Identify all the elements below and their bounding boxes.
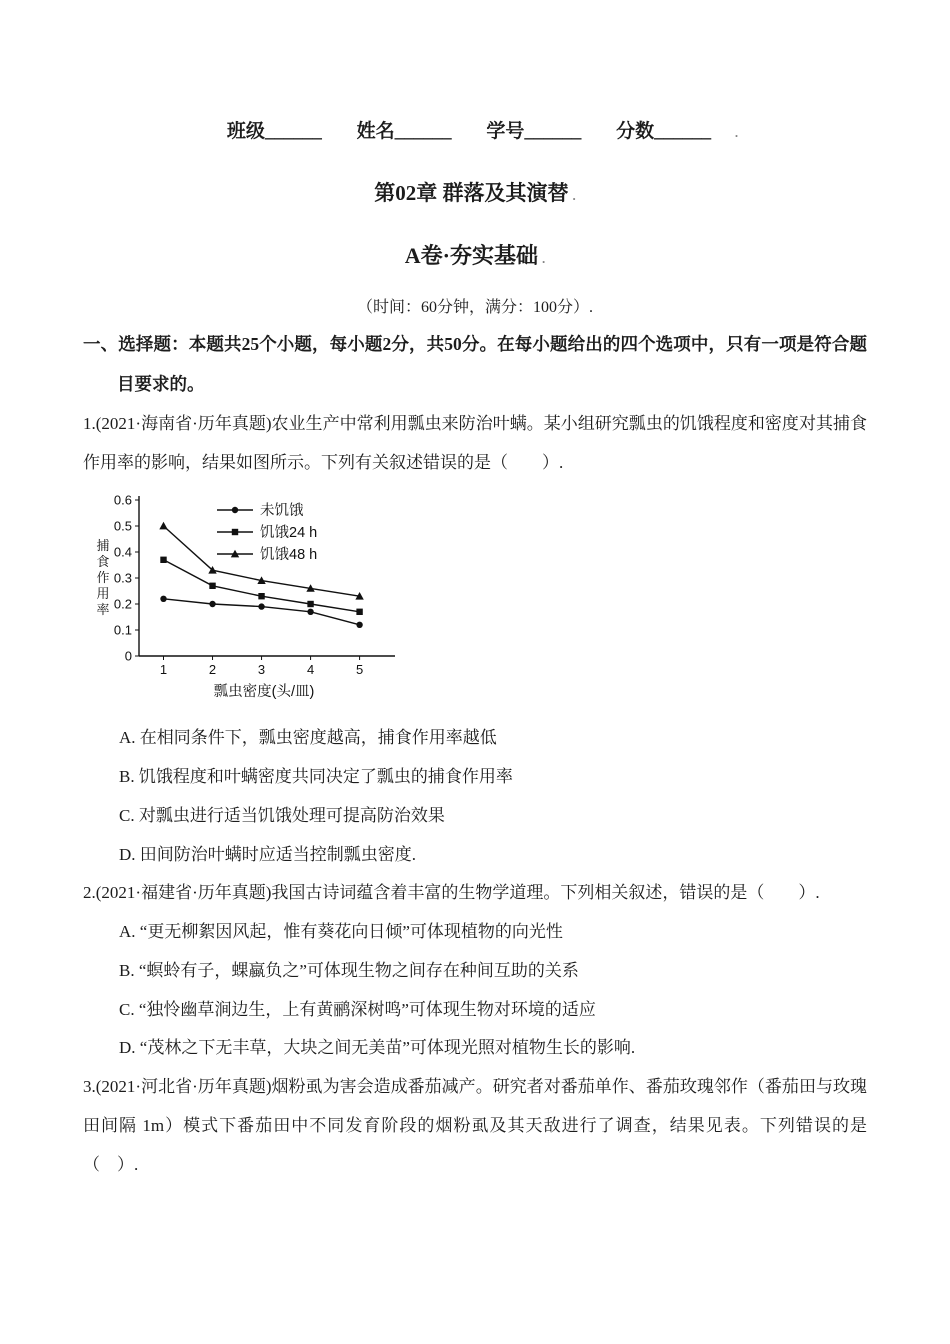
question-1 — [83, 405, 867, 875]
volume-title — [83, 239, 867, 270]
student-id-label: 学号 — [486, 121, 525, 142]
svg-text:0.3: 0.3 — [113, 570, 132, 586]
question-2-option-b: B. “螟蛉有子，蜾蠃负之”可体现生物之间存在种间互助的关系 — [119, 960, 579, 980]
name-blank: ______ — [394, 121, 452, 142]
class-blank: ______ — [264, 121, 322, 142]
question-1-option-a: A. 在相同条件下，瓢虫密度越高，捕食作用率越低 — [119, 728, 497, 748]
paragraph-mark: . — [572, 188, 576, 203]
svg-text:饥饿48 h: 饥饿48 h — [260, 547, 318, 564]
svg-text:瓢虫密度(头/皿): 瓢虫密度(头/皿) — [213, 684, 315, 701]
score-blank: ______ — [654, 121, 712, 142]
predation-rate-chart — [89, 488, 867, 715]
svg-text:饥饿24 h: 饥饿24 h — [260, 525, 318, 542]
paragraph-mark: . — [541, 251, 546, 266]
svg-text:0.6: 0.6 — [113, 492, 132, 508]
svg-text:捕: 捕 — [96, 538, 110, 554]
question-1-stem: 1.(2021·海南省·历年真题)农业生产中常利用瓢虫来防治叶螨。某小组研究瓢虫的饥饿程度和密度对其捕食作用率的影响，结果如图所示。下列有关叙述错误的是（ ）. — [83, 413, 867, 472]
svg-text:5: 5 — [355, 662, 364, 678]
svg-text:0.5: 0.5 — [113, 518, 132, 534]
svg-text:0.4: 0.4 — [113, 544, 132, 560]
svg-text:食: 食 — [96, 554, 110, 570]
svg-text:用: 用 — [96, 586, 110, 602]
svg-text:1: 1 — [159, 662, 168, 678]
svg-text:0.1: 0.1 — [113, 622, 132, 638]
chapter-title-text: 第02章 群落及其演替 — [374, 181, 569, 205]
question-1-option-c: C. 对瓢虫进行适当饥饿处理可提高防治效果 — [119, 805, 445, 825]
question-2 — [83, 874, 867, 1068]
svg-text:3: 3 — [257, 662, 266, 678]
predation-rate-chart-svg — [89, 488, 409, 710]
svg-text:0: 0 — [124, 648, 132, 664]
volume-title-text: A卷·夯实基础 — [404, 243, 538, 268]
question-2-option-c: C. “独怜幽草涧边生，上有黄鹂深树鸣”可体现生物对环境的适应 — [119, 999, 596, 1019]
section-heading: 一、选择题：本题共25个小题，每小题2分，共50分。在每小题给出的四个选项中，只有一项是符合题目要求的。 — [83, 334, 867, 394]
svg-text:作: 作 — [96, 570, 110, 586]
question-2-stem: 2.(2021·福建省·历年真题)我国古诗词蕴含着丰富的生物学道理。下列相关叙述，错误的是（ ）. — [83, 883, 820, 903]
question-3-stem: 3.(2021·河北省·历年真题)烟粉虱为害会造成番茄减产。研究者对番茄单作、番茄玫瑰邻作（番茄田与玫瑰田间隔 1m）模式下番茄田中不同发育阶段的烟粉虱及其天敌进行了调查，结果见表。下列错误的是（ ）. — [83, 1077, 867, 1174]
svg-text:2: 2 — [208, 662, 217, 678]
chapter-title — [83, 177, 867, 207]
student-info-line — [83, 116, 867, 143]
question-2-option-d: D. “茂林之下无丰草，大块之间无美苗”可体现光照对植物生长的影响. — [119, 1038, 636, 1058]
question-3 — [83, 1068, 867, 1184]
score-label: 分数 — [616, 121, 655, 142]
student-id-blank: ______ — [524, 121, 582, 142]
exam-meta: （时间：60分钟，满分：100分）. — [356, 299, 593, 316]
name-field — [357, 121, 452, 142]
svg-text:4: 4 — [306, 662, 315, 678]
question-1-option-b: B. 饥饿程度和叶螨密度共同决定了瓢虫的捕食作用率 — [119, 767, 513, 787]
name-label: 姓名 — [356, 121, 395, 142]
score-field — [616, 121, 711, 142]
svg-text:率: 率 — [96, 602, 110, 618]
class-field — [227, 121, 322, 142]
exam-page — [83, 0, 867, 1184]
question-1-option-d: D. 田间防治叶螨时应适当控制瓢虫密度. — [119, 844, 417, 864]
class-label: 班级 — [226, 121, 265, 142]
student-id-field — [486, 121, 581, 142]
svg-text:未饥饿: 未饥饿 — [260, 503, 304, 520]
question-2-option-a: A. “更无柳絮因风起，惟有葵花向日倾”可体现植物的向光性 — [119, 922, 563, 942]
svg-text:0.2: 0.2 — [113, 596, 132, 612]
paragraph-mark: . — [734, 125, 739, 140]
